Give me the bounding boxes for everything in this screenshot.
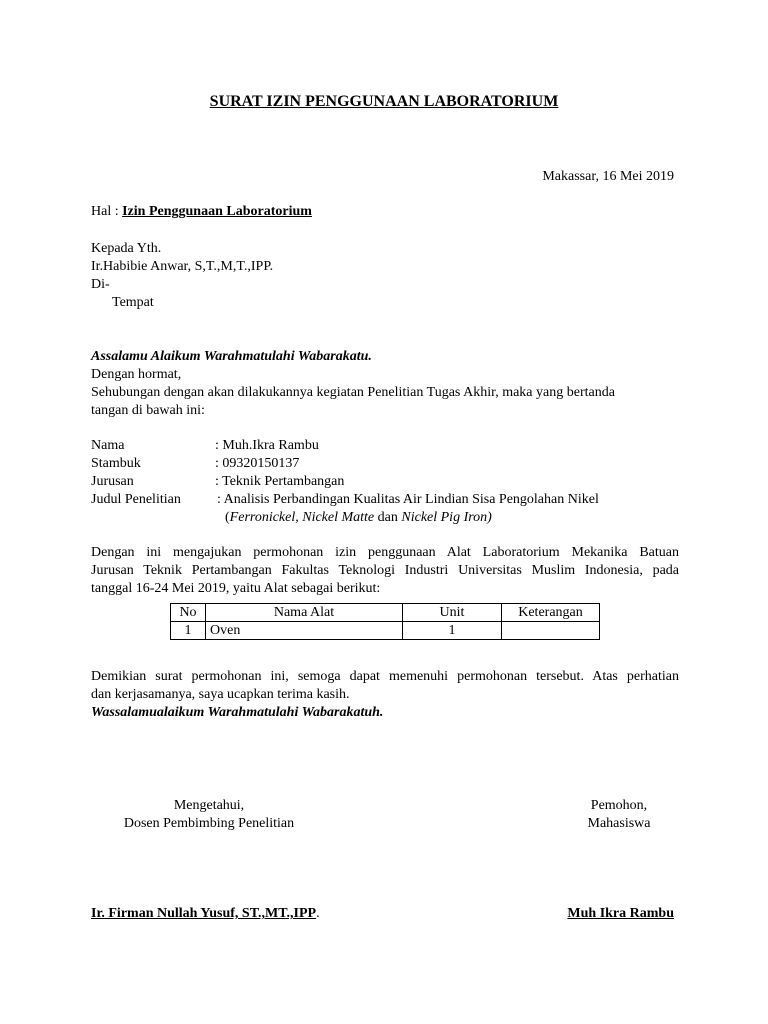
cell-keterangan bbox=[502, 622, 600, 640]
closing-line1: Demikian surat permohonan ini, semoga dapat memenuhi permohonan tersebut. Atas perhatian bbox=[91, 669, 679, 684]
field-judul-continuation bbox=[225, 509, 492, 527]
request-line2: Jurusan Teknik Pertambangan Fakultas Teknologi Industri Universitas Muslim Indonesia, pada bbox=[91, 563, 679, 578]
subject-value: Izin Penggunaan Laboratorium bbox=[122, 204, 312, 219]
subject-line bbox=[91, 203, 312, 221]
table-header-row bbox=[171, 604, 600, 622]
sign-right-line2: Mahasiswa bbox=[587, 816, 651, 831]
recipient-name: Ir.Habibie Anwar, S,T.,M,T.,IPP. bbox=[91, 259, 274, 274]
sign-right-line1: Pemohon, bbox=[590, 798, 648, 813]
cell-no: 1 bbox=[171, 622, 206, 640]
recipient-place: Tempat bbox=[112, 295, 154, 310]
header-nama-alat: Nama Alat bbox=[206, 604, 403, 622]
subject-label: Hal : bbox=[91, 204, 119, 219]
field-jurusan-value: : Teknik Pertambangan bbox=[215, 474, 345, 489]
header-no: No bbox=[171, 604, 206, 622]
field-nama-value: : Muh.Ikra Rambu bbox=[215, 438, 319, 453]
sign-right-name: Muh Ikra Rambu bbox=[567, 906, 674, 921]
sign-left-line1: Mengetahui, bbox=[173, 798, 245, 813]
request-line1: Dengan ini mengajukan permohonan izin penggunaan Alat Laboratorium Mekanika Batuan bbox=[91, 545, 679, 560]
field-nama-label: Nama bbox=[91, 438, 125, 453]
equipment-table bbox=[170, 603, 600, 640]
place-date: Makassar, 16 Mei 2019 bbox=[542, 169, 674, 184]
recipient-line3: Di- bbox=[91, 277, 110, 292]
recipient-line1: Kepada Yth. bbox=[91, 241, 162, 256]
intro-line1: Sehubungan dengan akan dilakukannya kegiatan Penelitian Tugas Akhir, maka yang bertanda bbox=[91, 385, 615, 400]
field-stambuk-value: : 09320150137 bbox=[215, 456, 300, 471]
intro-line2: tangan di bawah ini: bbox=[91, 403, 205, 418]
field-jurusan-label: Jurusan bbox=[91, 474, 134, 489]
request-line3: tanggal 16-24 Mei 2019, yaitu Alat sebagai berikut: bbox=[91, 581, 381, 596]
judul-paren-open: ( bbox=[225, 510, 230, 525]
field-judul-label: Judul Penelitian bbox=[91, 492, 181, 507]
sign-left-name-suffix: . bbox=[316, 906, 320, 921]
header-keterangan: Keterangan bbox=[502, 604, 600, 622]
cell-nama-alat: Oven bbox=[206, 622, 403, 640]
document-title: SURAT IZIN PENGGUNAAN LABORATORIUM bbox=[209, 93, 559, 110]
salutation: Dengan hormat, bbox=[91, 367, 182, 382]
field-stambuk-label: Stambuk bbox=[91, 456, 141, 471]
closing-line2: dan kerjasamanya, saya ucapkan terima kasih. bbox=[91, 687, 350, 702]
table-row bbox=[171, 622, 600, 640]
cell-unit: 1 bbox=[403, 622, 502, 640]
sign-left-name bbox=[91, 905, 320, 923]
field-judul-value: : Analisis Perbandingan Kualitas Air Lindian Sisa Pengolahan Nikel bbox=[217, 492, 599, 507]
judul-italic-1: Ferronickel, Nickel Matte bbox=[229, 510, 375, 525]
greeting: Assalamu Alaikum Warahmatulahi Wabarakatu. bbox=[91, 349, 372, 364]
sign-left-name-text: Ir. Firman Nullah Yusuf, ST.,MT.,IPP bbox=[91, 906, 317, 921]
sign-left-line2: Dosen Pembimbing Penelitian bbox=[123, 816, 295, 831]
judul-italic-2: Nickel Pig Iron) bbox=[401, 510, 492, 525]
judul-dan: dan bbox=[374, 510, 402, 525]
header-unit: Unit bbox=[403, 604, 502, 622]
farewell: Wassalamualaikum Warahmatulahi Wabarakatuh. bbox=[91, 705, 384, 720]
